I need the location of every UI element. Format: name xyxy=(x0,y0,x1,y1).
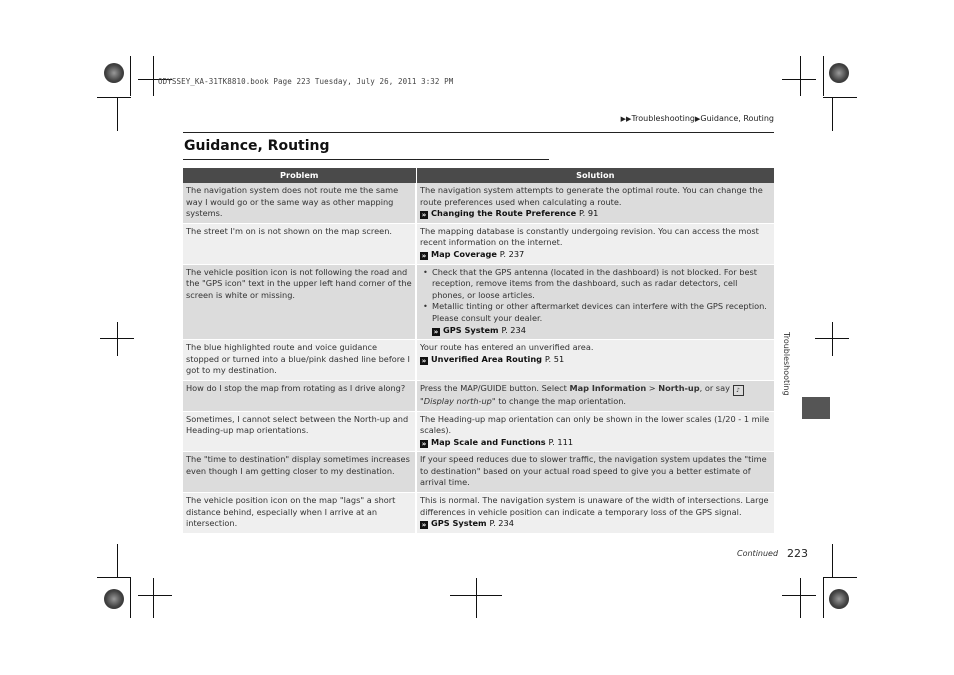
solution-cell xyxy=(416,493,774,534)
color-dial-bottom-right xyxy=(829,589,849,609)
crop-mark xyxy=(823,97,857,98)
problem-cell: The navigation system does not route me the same way I would go or the same way as other mapping systems. xyxy=(183,183,416,223)
crop-mark xyxy=(823,56,824,96)
crop-mark xyxy=(823,578,824,618)
table-row xyxy=(183,452,774,493)
voice-command-icon: ♪ xyxy=(733,385,744,396)
solution-text: Your route has entered an unverified area. xyxy=(420,342,594,353)
crop-mark xyxy=(782,595,816,596)
solution-cell xyxy=(416,183,774,223)
reference-link[interactable] xyxy=(432,325,771,337)
crop-mark xyxy=(476,578,477,618)
reference-arrow-icon: » xyxy=(421,356,427,365)
crop-mark xyxy=(97,97,131,98)
crop-mark xyxy=(823,577,857,578)
print-header: ODYSSEY_KA-31TK8810.book Page 223 Tuesday, July 26, 2011 3:32 PM xyxy=(158,77,454,86)
crop-mark xyxy=(100,338,134,339)
solution-text: > xyxy=(646,382,659,393)
solution-bullet: • Check that the GPS antenna (located in the dashboard) is not blocked. For best reception, remove items from the dashboard, such as radar detectors, cell phones, or loose articles. xyxy=(432,267,771,302)
problem-cell: The street I'm on is not shown on the map screen. xyxy=(183,223,416,264)
reference-title: Map Scale and Functions xyxy=(431,436,546,447)
crop-mark xyxy=(97,577,131,578)
reference-title: GPS System xyxy=(443,324,499,335)
crop-mark xyxy=(117,322,118,356)
crop-mark xyxy=(450,595,502,596)
reference-title: Map Coverage xyxy=(431,248,497,259)
table-row xyxy=(183,340,774,381)
crop-mark xyxy=(117,544,118,578)
solution-text: This is normal. The navigation system is unaware of the width of intersections. Large differences in vehicle position can indicate a temporary loss of the GPS signal. xyxy=(420,495,769,517)
continued-note: Continued xyxy=(737,549,779,558)
page-number: 223 xyxy=(787,547,808,560)
table-row xyxy=(183,411,774,452)
title-rule xyxy=(183,159,549,160)
reference-arrow-icon: » xyxy=(421,439,427,448)
color-dial-top-right xyxy=(829,63,849,83)
solution-bullet-list xyxy=(420,267,771,337)
solution-text: The mapping database is constantly undergoing revision. You can access the most recent information on the internet. xyxy=(420,225,759,248)
solution-cell xyxy=(416,264,774,340)
reference-arrow-icon: » xyxy=(433,327,439,336)
crop-mark xyxy=(153,578,154,618)
reference-title: Unverified Area Routing xyxy=(431,353,543,364)
solution-cell: If your speed reduces due to slower traffic, the navigation system updates the "time to destination" based on your actual road speed to give you a better estimate of arrival time. xyxy=(416,452,774,493)
solution-text: to change the map orientation. xyxy=(495,395,627,406)
menu-item-name: Map Information xyxy=(569,382,647,393)
section-side-label xyxy=(782,332,791,396)
problem-cell: How do I stop the map from rotating as I drive along? xyxy=(183,380,416,411)
reference-link[interactable] xyxy=(420,354,771,366)
table-row xyxy=(183,380,774,411)
problem-cell: The vehicle position icon on the map "lags" a short distance behind, especially when I arrive at an intersection. xyxy=(183,493,416,534)
breadcrumb xyxy=(621,114,774,123)
solution-cell xyxy=(416,340,774,381)
crop-mark xyxy=(800,578,801,618)
solution-bullet-text: Metallic tinting or other aftermarket devices can interfere with the GPS reception. Please consult your dealer. xyxy=(432,301,767,323)
solution-cell xyxy=(416,411,774,452)
crop-mark xyxy=(782,79,816,80)
crop-mark xyxy=(800,56,801,96)
crop-mark xyxy=(832,97,833,131)
header-problem: Problem xyxy=(183,168,416,183)
reference-link[interactable] xyxy=(420,437,771,449)
page-title: Guidance, Routing xyxy=(184,138,330,154)
problem-cell: The vehicle position icon is not following the road and the "GPS icon" text in the upper left hand corner of the screen is white or missing. xyxy=(183,264,416,340)
color-dial-bottom-left xyxy=(104,589,124,609)
solution-text: The Heading-up map orientation can only be shown in the lower scales (1/20 - 1 mile scales). xyxy=(420,413,770,436)
troubleshooting-table xyxy=(183,168,774,534)
solution-text: , or say xyxy=(699,382,733,393)
crop-mark xyxy=(832,544,833,578)
table-row xyxy=(183,264,774,340)
solution-bullet xyxy=(432,301,771,336)
breadcrumb-level1[interactable]: Troubleshooting xyxy=(631,114,695,123)
voice-command: "Display north-up" xyxy=(420,395,496,406)
reference-arrow-icon: » xyxy=(421,521,427,530)
table-row xyxy=(183,223,774,264)
reference-title: GPS System xyxy=(431,518,487,529)
top-rule xyxy=(183,132,774,133)
header-solution: Solution xyxy=(416,168,774,183)
crop-mark xyxy=(153,56,154,96)
breadcrumb-arrow-icon: ▶ xyxy=(694,115,701,123)
problem-cell: The "time to destination" display sometimes increases even though I am getting closer to my destination. xyxy=(183,452,416,493)
reference-page: P. 237 xyxy=(499,248,525,259)
crop-mark xyxy=(832,322,833,356)
crop-mark xyxy=(138,595,172,596)
table-row xyxy=(183,493,774,534)
section-tab[interactable] xyxy=(802,397,830,419)
crop-mark xyxy=(117,97,118,131)
table-row xyxy=(183,183,774,223)
reference-link[interactable] xyxy=(420,208,771,220)
crop-mark xyxy=(130,578,131,618)
solution-cell xyxy=(416,380,774,411)
crop-mark xyxy=(130,56,131,96)
table-header-row xyxy=(183,168,774,183)
solution-cell xyxy=(416,223,774,264)
section-side-label-text: Troubleshooting xyxy=(782,332,791,396)
problem-cell: The blue highlighted route and voice guidance stopped or turned into a blue/pink dashed line before I got to my destination. xyxy=(183,340,416,381)
breadcrumb-level2[interactable]: Guidance, Routing xyxy=(700,114,774,123)
reference-page: P. 91 xyxy=(579,208,599,219)
reference-page: P. 111 xyxy=(548,436,574,447)
crop-mark xyxy=(815,338,849,339)
reference-page: P. 234 xyxy=(489,518,514,529)
solution-text: The navigation system attempts to generate the optimal route. You can change the route preferences used when calculating a route. xyxy=(420,185,763,207)
reference-link[interactable] xyxy=(420,518,771,530)
reference-title: Changing the Route Preference xyxy=(431,208,577,219)
reference-page: P. 234 xyxy=(501,324,526,335)
problem-cell: Sometimes, I cannot select between the North-up and Heading-up map orientations. xyxy=(183,411,416,452)
solution-text: Press the MAP/GUIDE button. Select xyxy=(420,382,570,393)
reference-arrow-icon: » xyxy=(421,211,427,220)
menu-item-name: North-up xyxy=(658,382,700,393)
breadcrumb-arrow-icon: ▶▶ xyxy=(620,115,632,123)
color-dial-top-left xyxy=(104,63,124,83)
reference-page: P. 51 xyxy=(544,353,565,364)
reference-arrow-icon: » xyxy=(421,251,427,260)
reference-link[interactable] xyxy=(420,249,771,261)
